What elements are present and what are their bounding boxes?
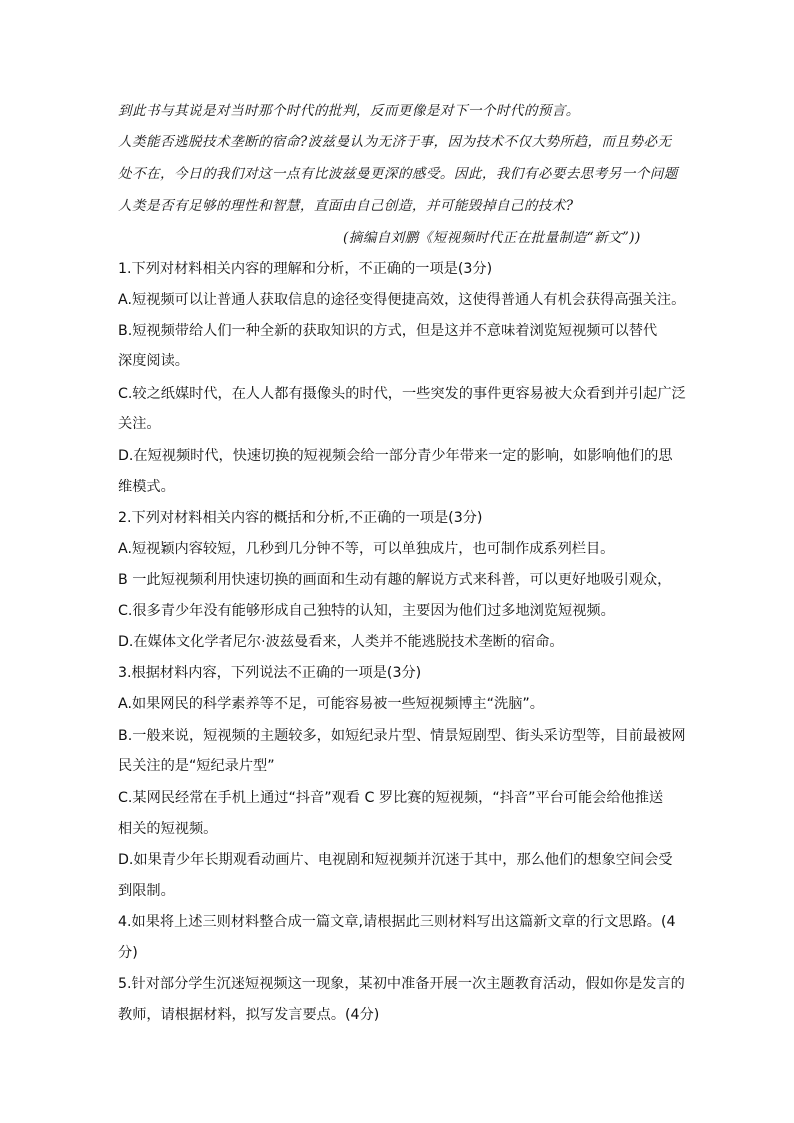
- question-4-stem-cont: 分): [118, 945, 138, 961]
- q1-option-b: B.短视频带给人们一种全新的获取知识的方式，但是这并不意味着浏览短视频可以替代: [118, 323, 658, 339]
- question-4-stem: 4.如果将上述三则材料整合成一篇文章,请根据此三则材料写出这篇新文章的行文思路。(4: [118, 914, 676, 930]
- q3-option-c: C.某网民经常在手机上通过“抖音”观看 C 罗比赛的短视频，“抖音”平台可能会给他推送: [118, 790, 664, 806]
- question-5-stem: 5.针对部分学生沉迷短视频这一现象，某初中准备开展一次主题教育活动，假如你是发言的: [118, 976, 685, 992]
- question-1-stem: 1.下列对材料相关内容的理解和分析，不正确的一项是(3分): [118, 261, 493, 277]
- q2-option-b: B 一此短视频利用快速切换的画面和生动有趣的解说方式来科普，可以更好地吸引观众，: [118, 572, 672, 588]
- q3-option-b: B.一般来说，短视频的主题较多，如短纪录片型、情景短剧型、街头采访型等，目前最被网: [118, 728, 686, 744]
- passage-line-4: 人类是否有足够的理性和智慧，直面由自己创造，并可能毁掉自己的技术?: [118, 198, 574, 214]
- q3-option-b-cont: 民关注的是“短纪录片型”: [118, 758, 275, 774]
- q1-option-d: D.在短视频时代，快速切换的短视频会给一部分青少年带来一定的影响，如影响他们的思: [118, 448, 673, 464]
- question-3-stem: 3.根据材料内容，下列说法不正确的一项是(3分): [118, 665, 422, 681]
- q2-option-d: D.在媒体文化学者尼尔·波兹曼看来，人类并不能逃脱技术垄断的宿命。: [118, 634, 564, 650]
- q3-option-d: D.如果青少年长期观看动画片、电视剧和短视频并沉迷于其中，那么他们的想象空间会受: [118, 852, 673, 868]
- q3-option-d-cont: 到限制。: [118, 883, 175, 899]
- passage-line-2: 人类能否逃脱技术垄断的宿命?波兹曼认为无济于事，因为技术不仅大势所趋，而且势必无: [118, 134, 672, 150]
- q2-option-c: C.很多青少年没有能够形成自己独特的认知，主要因为他们过多地浏览短视频。: [118, 603, 615, 619]
- q2-option-a: A.短视颖内容较短，几秒到几分钟不等，可以单独成片，也可制作成系列栏目。: [118, 541, 615, 557]
- q3-option-c-cont: 相关的短视频。: [118, 821, 218, 837]
- q1-option-c-cont: 关注。: [118, 416, 161, 432]
- passage-line-3: 处不在，今日的我们对这一点有比波兹曼更深的感受。因此，我们有必要去思考另一个问题: [118, 166, 678, 182]
- q1-option-a: A.短视频可以让普通人获取信息的途径变得便捷高效，这使得普通人有机会获得高强关注。: [118, 292, 686, 308]
- question-2-stem: 2.下列对材料相关内容的概括和分析,不正确的一项是(3分): [118, 510, 483, 526]
- q1-option-b-cont: 深度阅读。: [118, 353, 189, 369]
- passage-source: (摘编自刘鹏《短视频时代正在批量制造“新文”)): [343, 230, 641, 246]
- q1-option-d-cont: 维模式。: [118, 479, 175, 495]
- question-5-stem-cont: 教师，请根据材料，拟写发言要点。(4分): [118, 1007, 380, 1023]
- passage-line-1: 到此书与其说是对当时那个时代的批判，反而更像是对下一个时代的预言。: [118, 103, 580, 119]
- q3-option-a: A.如果网民的科学素养等不足，可能容易被一些短视频博主“洗脑”。: [118, 696, 544, 712]
- q1-option-c: C.较之纸媒时代，在人人都有摄像头的时代，一些突发的事件更容易被大众看到并引起广泛: [118, 386, 686, 402]
